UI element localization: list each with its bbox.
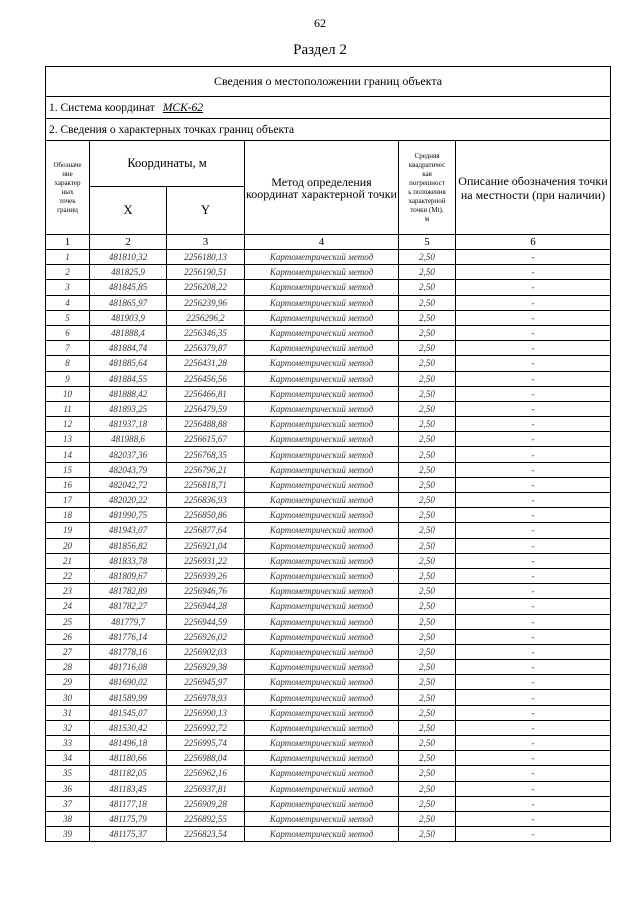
coord-x: 481990,75 [90,508,167,523]
mean-error: 2,50 [399,508,456,523]
description: - [456,371,611,386]
method: Картометрический метод [245,295,399,310]
table-row [46,386,611,401]
coord-x: 481810,32 [90,250,167,265]
mean-error: 2,50 [399,811,456,826]
point-number: 24 [46,599,90,614]
header-method: Метод определения координат характерной точки [245,141,399,235]
method: Картометрический метод [245,265,399,280]
coord-x: 481884,55 [90,371,167,386]
coord-x: 482042,72 [90,477,167,492]
method: Картометрический метод [245,462,399,477]
mean-error: 2,50 [399,736,456,751]
point-number: 39 [46,827,90,842]
coordinate-system-label: 1. Система координат [49,101,155,114]
coord-x: 481177,18 [90,796,167,811]
header-point-text: Обозначе ние характер ных точек границ [53,160,82,214]
method: Картометрический метод [245,508,399,523]
point-number: 20 [46,538,90,553]
coord-y: 2256962,16 [167,766,245,781]
coord-y: 2256931,22 [167,553,245,568]
coord-x: 481589,99 [90,690,167,705]
column-number: 2 [90,235,167,250]
point-number: 31 [46,705,90,720]
point-number: 28 [46,660,90,675]
mean-error: 2,50 [399,644,456,659]
table-row [46,644,611,659]
description: - [456,568,611,583]
point-number: 9 [46,371,90,386]
method: Картометрический метод [245,417,399,432]
coord-x: 481776,14 [90,629,167,644]
coord-x: 481937,18 [90,417,167,432]
coord-y: 2256850,86 [167,508,245,523]
table-row [46,417,611,432]
coord-x: 481182,05 [90,766,167,781]
description: - [456,432,611,447]
method: Картометрический метод [245,720,399,735]
mean-error: 2,50 [399,538,456,553]
description: - [456,827,611,842]
coord-x: 481496,18 [90,736,167,751]
mean-error: 2,50 [399,265,456,280]
method: Картометрический метод [245,660,399,675]
point-number: 5 [46,310,90,325]
coord-y: 2256488,88 [167,417,245,432]
coord-x: 481779,7 [90,614,167,629]
coord-x: 481833,78 [90,553,167,568]
coord-y: 2256296,2 [167,310,245,325]
coord-y: 2256823,54 [167,827,245,842]
coord-y: 2256479,59 [167,401,245,416]
description: - [456,553,611,568]
mean-error: 2,50 [399,371,456,386]
table-row [46,356,611,371]
table-row [46,584,611,599]
coord-y: 2256946,76 [167,584,245,599]
coord-x: 481885,64 [90,356,167,371]
coord-x: 482020,22 [90,493,167,508]
coord-x: 481943,07 [90,523,167,538]
method: Картометрический метод [245,447,399,462]
coord-y: 2256346,35 [167,325,245,340]
point-number: 26 [46,629,90,644]
coord-x: 481856,82 [90,538,167,553]
method: Картометрический метод [245,493,399,508]
coord-x: 481778,16 [90,644,167,659]
mean-error: 2,50 [399,827,456,842]
point-number: 1 [46,250,90,265]
coord-y: 2256818,71 [167,477,245,492]
method: Картометрический метод [245,766,399,781]
table-row [46,265,611,280]
description: - [456,386,611,401]
method: Картометрический метод [245,250,399,265]
mean-error: 2,50 [399,568,456,583]
description: - [456,325,611,340]
table-row [46,371,611,386]
coord-x: 481175,37 [90,827,167,842]
boundary-points-table [45,66,611,842]
description: - [456,401,611,416]
coord-y: 2256992,72 [167,720,245,735]
point-number: 11 [46,401,90,416]
coord-y: 2256944,59 [167,614,245,629]
method: Картометрический метод [245,432,399,447]
coord-x: 481845,85 [90,280,167,295]
coord-x: 481903,9 [90,310,167,325]
description: - [456,538,611,553]
column-number: 4 [245,235,399,250]
table-title: Сведения о местоположении границ объекта [46,67,611,97]
coord-x: 481988,6 [90,432,167,447]
description: - [456,675,611,690]
point-number: 32 [46,720,90,735]
description: - [456,720,611,735]
description: - [456,493,611,508]
coord-x: 482037,36 [90,447,167,462]
mean-error: 2,50 [399,553,456,568]
method: Картометрический метод [245,827,399,842]
table-row [46,462,611,477]
point-number: 38 [46,811,90,826]
coord-y: 2256990,13 [167,705,245,720]
coord-y: 2256909,28 [167,796,245,811]
coord-x: 481175,79 [90,811,167,826]
point-number: 16 [46,477,90,492]
point-number: 19 [46,523,90,538]
coord-x: 481782,27 [90,599,167,614]
description: - [456,781,611,796]
point-number: 6 [46,325,90,340]
coord-y: 2256239,96 [167,295,245,310]
mean-error: 2,50 [399,477,456,492]
mean-error: 2,50 [399,310,456,325]
point-number: 36 [46,781,90,796]
method: Картометрический метод [245,356,399,371]
table-row [46,325,611,340]
coord-y: 2256921,04 [167,538,245,553]
method: Картометрический метод [245,401,399,416]
point-number: 29 [46,675,90,690]
point-number: 15 [46,462,90,477]
mean-error: 2,50 [399,614,456,629]
section-title: Раздел 2 [293,42,347,58]
description: - [456,690,611,705]
description: - [456,599,611,614]
mean-error: 2,50 [399,447,456,462]
coord-x: 481888,42 [90,386,167,401]
coord-x: 481865,97 [90,295,167,310]
method: Картометрический метод [245,629,399,644]
method: Картометрический метод [245,477,399,492]
mean-error: 2,50 [399,705,456,720]
point-number: 13 [46,432,90,447]
header-x: X [90,187,167,235]
points-section-label: 2. Сведения о характерных точках границ объекта [46,119,611,141]
description: - [456,660,611,675]
coord-y: 2256926,02 [167,629,245,644]
mean-error: 2,50 [399,462,456,477]
mean-error: 2,50 [399,386,456,401]
table-row [46,508,611,523]
mean-error: 2,50 [399,280,456,295]
coord-x: 481782,89 [90,584,167,599]
header-error-text: Средняя квадратичес кая погрешност ь положения характерной точки (Mt), м [408,151,446,223]
description: - [456,523,611,538]
mean-error: 2,50 [399,796,456,811]
mean-error: 2,50 [399,751,456,766]
header-y: Y [167,187,245,235]
header-point-designation [46,141,90,235]
coord-y: 2256877,64 [167,523,245,538]
coord-y: 2256379,87 [167,341,245,356]
coord-x: 481809,67 [90,568,167,583]
coord-y: 2256939,26 [167,568,245,583]
table-row [46,811,611,826]
method: Картометрический метод [245,736,399,751]
coord-y: 2256944,28 [167,599,245,614]
description: - [456,295,611,310]
description: - [456,280,611,295]
coord-y: 2256466,81 [167,386,245,401]
description: - [456,265,611,280]
table-row [46,705,611,720]
point-number: 22 [46,568,90,583]
table-row [46,523,611,538]
description: - [456,629,611,644]
description: - [456,310,611,325]
coord-y: 2256768,35 [167,447,245,462]
coord-y: 2256208,22 [167,280,245,295]
header-description: Описание обозначения точки на местности (при наличии) [456,141,611,235]
point-number: 34 [46,751,90,766]
coord-x: 481884,74 [90,341,167,356]
coord-x: 481183,45 [90,781,167,796]
point-number: 17 [46,493,90,508]
method: Картометрический метод [245,675,399,690]
point-number: 30 [46,690,90,705]
coord-y: 2256836,93 [167,493,245,508]
mean-error: 2,50 [399,493,456,508]
description: - [456,250,611,265]
table-row [46,493,611,508]
method: Картометрический метод [245,568,399,583]
point-number: 7 [46,341,90,356]
method: Картометрический метод [245,644,399,659]
method: Картометрический метод [245,584,399,599]
point-number: 4 [46,295,90,310]
mean-error: 2,50 [399,523,456,538]
column-number: 3 [167,235,245,250]
header-coordinates: Координаты, м [90,141,245,187]
coord-y: 2256796,21 [167,462,245,477]
point-number: 3 [46,280,90,295]
method: Картометрический метод [245,553,399,568]
column-number: 5 [399,235,456,250]
description: - [456,584,611,599]
coord-x: 481180,66 [90,751,167,766]
coord-x: 481893,25 [90,401,167,416]
method: Картометрический метод [245,614,399,629]
table-row [46,341,611,356]
header-mean-error [399,141,456,235]
coord-y: 2256929,38 [167,660,245,675]
table-row [46,781,611,796]
coord-x: 481888,4 [90,325,167,340]
table-row [46,751,611,766]
method: Картометрический метод [245,386,399,401]
point-number: 33 [46,736,90,751]
coord-y: 2256945,97 [167,675,245,690]
method: Картометрический метод [245,811,399,826]
mean-error: 2,50 [399,325,456,340]
coord-y: 2256988,04 [167,751,245,766]
point-number: 12 [46,417,90,432]
mean-error: 2,50 [399,690,456,705]
table-row [46,629,611,644]
description: - [456,796,611,811]
method: Картометрический метод [245,310,399,325]
coord-y: 2256431,28 [167,356,245,371]
mean-error: 2,50 [399,781,456,796]
table-row [46,280,611,295]
mean-error: 2,50 [399,766,456,781]
table-row [46,295,611,310]
point-number: 27 [46,644,90,659]
mean-error: 2,50 [399,341,456,356]
description: - [456,766,611,781]
method: Картометрический метод [245,781,399,796]
coord-x: 481716,08 [90,660,167,675]
mean-error: 2,50 [399,675,456,690]
table-row [46,538,611,553]
table-row [46,447,611,462]
method: Картометрический метод [245,325,399,340]
coord-x: 481530,42 [90,720,167,735]
mean-error: 2,50 [399,356,456,371]
table-row [46,827,611,842]
table-row [46,720,611,735]
point-number: 18 [46,508,90,523]
coord-y: 2256615,67 [167,432,245,447]
method: Картометрический метод [245,538,399,553]
mean-error: 2,50 [399,599,456,614]
description: - [456,705,611,720]
coord-x: 481690,02 [90,675,167,690]
coordinate-system-row [46,97,611,119]
method: Картометрический метод [245,599,399,614]
method: Картометрический метод [245,371,399,386]
mean-error: 2,50 [399,720,456,735]
table-row [46,432,611,447]
table-row [46,614,611,629]
description: - [456,462,611,477]
mean-error: 2,50 [399,417,456,432]
coord-y: 2256978,93 [167,690,245,705]
coord-x: 481545,07 [90,705,167,720]
description: - [456,356,611,371]
description: - [456,811,611,826]
table-row [46,660,611,675]
description: - [456,508,611,523]
coord-y: 2256190,51 [167,265,245,280]
mean-error: 2,50 [399,295,456,310]
table-row [46,599,611,614]
method: Картометрический метод [245,796,399,811]
table-row [46,401,611,416]
point-number: 35 [46,766,90,781]
mean-error: 2,50 [399,250,456,265]
table-row [46,477,611,492]
description: - [456,417,611,432]
coord-y: 2256892,55 [167,811,245,826]
mean-error: 2,50 [399,629,456,644]
table-row [46,796,611,811]
table-row [46,766,611,781]
coord-y: 2256180,13 [167,250,245,265]
point-number: 14 [46,447,90,462]
point-number: 23 [46,584,90,599]
description: - [456,477,611,492]
mean-error: 2,50 [399,401,456,416]
point-number: 25 [46,614,90,629]
point-number: 8 [46,356,90,371]
table-row [46,250,611,265]
method: Картометрический метод [245,341,399,356]
coord-y: 2256995,74 [167,736,245,751]
column-number: 6 [456,235,611,250]
coord-y: 2256456,56 [167,371,245,386]
description: - [456,341,611,356]
coord-x: 481825,9 [90,265,167,280]
point-number: 37 [46,796,90,811]
table-row [46,568,611,583]
table-row [46,310,611,325]
method: Картометрический метод [245,690,399,705]
coord-x: 482043,79 [90,462,167,477]
method: Картометрический метод [245,751,399,766]
table-row [46,675,611,690]
coord-y: 2256902,03 [167,644,245,659]
coordinate-system-value: МСК-62 [162,101,204,114]
method: Картометрический метод [245,523,399,538]
mean-error: 2,50 [399,660,456,675]
point-number: 21 [46,553,90,568]
point-number: 2 [46,265,90,280]
mean-error: 2,50 [399,584,456,599]
point-number: 10 [46,386,90,401]
description: - [456,644,611,659]
description: - [456,751,611,766]
description: - [456,736,611,751]
page-number: 62 [314,16,326,30]
table-row [46,690,611,705]
table-row [46,736,611,751]
method: Картометрический метод [245,705,399,720]
description: - [456,447,611,462]
method: Картометрический метод [245,280,399,295]
coord-y: 2256937,81 [167,781,245,796]
mean-error: 2,50 [399,432,456,447]
column-number: 1 [46,235,90,250]
description: - [456,614,611,629]
table-row [46,553,611,568]
